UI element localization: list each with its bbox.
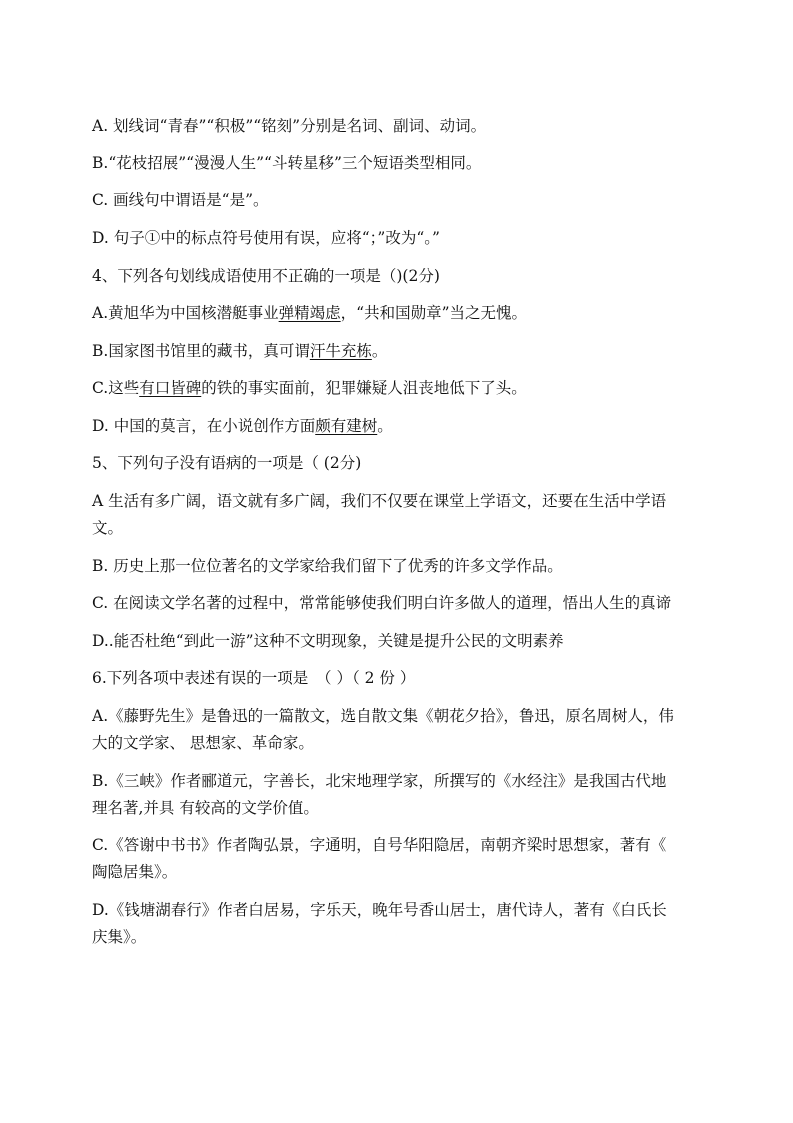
q5-option-d: D..能否杜绝“到此一游”这种不文明现象，关键是提升公民的文明素养 bbox=[92, 632, 564, 650]
q4-a-text-after: ，“共和国勋章”当之无愧。 bbox=[340, 304, 527, 322]
q6-option-a-line1: A.《藤野先生》是鲁迅的一篇散文，选自散文集《朝花夕拾》，鲁迅，原名周树人，伟 bbox=[92, 707, 674, 725]
q3-option-b: B.“花枝招展”“漫漫人生”“斗转星移”三个短语类型相同。 bbox=[92, 154, 482, 172]
q5-option-a-line2: 文。 bbox=[92, 519, 124, 537]
q6-option-b-line2: 理名著,并具 有较高的文学价值。 bbox=[92, 799, 319, 817]
q6-option-c-line1: C.《答谢中书书》作者陶弘景，字通明，自号华阳隐居，南朝齐梁时思想家，著有《 bbox=[92, 836, 667, 854]
q4-option-d bbox=[92, 416, 712, 436]
q5-stem: 5、下列句子没有语病的一项是（ (2分) bbox=[92, 454, 362, 472]
q4-c-underlined-idiom: 有口皆碑 bbox=[139, 379, 202, 397]
q4-a-underlined-idiom: 弹精竭虑 bbox=[278, 304, 341, 322]
q3-option-c: C. 画线句中谓语是“是”。 bbox=[92, 191, 269, 209]
q4-d-text-before: D. 中国的莫言，在小说创作方面 bbox=[92, 417, 316, 435]
q6-option-d-line1: D.《钱塘湖春行》作者白居易，字乐天，晚年号香山居士，唐代诗人，著有《白氏长 bbox=[92, 901, 667, 919]
q6-option-c-line2: 陶隐居集》。 bbox=[92, 863, 178, 881]
q3-option-a: A. 划线词“青春”“积极”“铭刻”分别是名词、副词、动词。 bbox=[92, 117, 487, 135]
q4-b-text-after: 。 bbox=[371, 342, 388, 360]
q6-option-d-line2: 庆集》。 bbox=[92, 928, 147, 946]
q4-c-text-before: C.这些 bbox=[92, 379, 140, 397]
q5-option-a-line1: A 生活有多广阔，语文就有多广阔，我们不仅要在课堂上学语文，还要在生活中学语 bbox=[92, 492, 667, 510]
q4-b-underlined-idiom: 汗牛充栋 bbox=[309, 342, 372, 360]
q6-option-b-line1: B.《三峡》作者郦道元，字善长，北宋地理学家，所撰写的《水经注》是我国古代地 bbox=[92, 772, 667, 790]
q4-d-text-after: 。 bbox=[377, 417, 393, 435]
q4-c-text-after: 的铁的事实面前，犯罪嫌疑人沮丧地低下了头。 bbox=[201, 379, 527, 397]
q5-option-c: C. 在阅读文学名著的过程中，常常能够使我们明白许多做人的道理，悟出人生的真谛 bbox=[92, 594, 672, 612]
q4-stem: 4、下列各句划线成语使用不正确的一项是（)(2分) bbox=[92, 267, 440, 285]
q4-b-text-before: B.国家图书馆里的藏书，真可谓 bbox=[92, 342, 310, 360]
q5-option-b: B. 历史上那一位位著名的文学家给我们留下了优秀的许多文学作品。 bbox=[92, 557, 563, 575]
q6-stem: 6.下列各项中表述有误的一项是 （ ）（ 2 份 ） bbox=[92, 669, 416, 687]
q3-option-d: D. 句子①中的标点符号使用有误，应将“；”改为“。” bbox=[92, 229, 440, 247]
q6-option-a-line2: 大的文学家、 思想家、革命家。 bbox=[92, 734, 314, 752]
q4-option-a bbox=[92, 303, 712, 323]
q4-a-text-before: A.黄旭华为中国核潜艇事业 bbox=[92, 304, 279, 322]
q4-d-underlined-idiom: 颇有建树 bbox=[315, 417, 378, 435]
q4-option-b bbox=[92, 341, 712, 361]
q4-option-c bbox=[92, 378, 712, 398]
